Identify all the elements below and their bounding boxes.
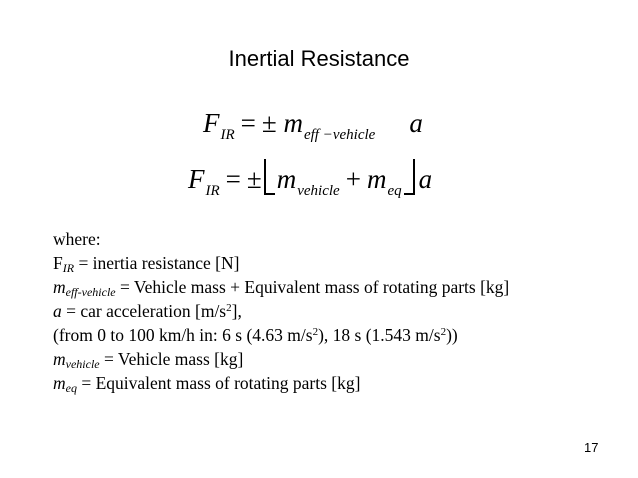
force-subscript: IR	[205, 183, 220, 199]
vehicle-mass-subscript: vehicle	[297, 183, 340, 199]
definition-fir-subscript: IR	[62, 261, 75, 275]
right-floor-bracket	[404, 159, 415, 195]
left-floor-bracket	[264, 159, 275, 195]
equals-sign: =	[240, 108, 256, 138]
range-part-1: (from 0 to 100 km/h in: 6 s (4.63 m/s	[53, 325, 313, 345]
range-part-3: ))	[446, 325, 458, 345]
definition-mvehicle	[53, 347, 509, 371]
definition-mvehicle-symbol: m	[53, 349, 66, 369]
definition-meq-subscript: eq	[65, 381, 77, 395]
definitions-list	[53, 227, 509, 395]
definition-meff-text: = Vehicle mass + Equivalent mass of rotating parts [kg]	[115, 277, 510, 297]
plus-minus-sign: ±	[246, 164, 262, 194]
definition-acceleration-text: = car acceleration [m/s	[61, 301, 227, 321]
mass-symbol: m	[283, 108, 303, 138]
definition-meq	[53, 371, 509, 395]
equivalent-mass-symbol: m	[366, 164, 387, 194]
acceleration-symbol: a	[409, 108, 423, 138]
slide-title: Inertial Resistance	[228, 46, 410, 71]
equivalent-mass-subscript: eq	[387, 183, 402, 199]
acceleration-range-note	[53, 323, 509, 347]
definition-meff-subscript: eff-vehicle	[65, 285, 116, 299]
mass-subscript: eff −vehicle	[303, 127, 376, 143]
definition-meff	[53, 275, 509, 299]
range-superscript-2: 2	[440, 326, 447, 338]
acceleration-symbol: a	[418, 164, 433, 194]
definition-acceleration	[53, 299, 509, 323]
definition-acceleration-symbol: a	[53, 301, 62, 321]
vehicle-mass-symbol: m	[276, 164, 297, 194]
equals-sign: =	[225, 164, 241, 194]
plus-minus-sign: ±	[261, 108, 277, 138]
force-symbol: F	[203, 108, 220, 138]
definition-fir-text: = inertia resistance [N]	[74, 253, 240, 273]
range-superscript-1: 2	[312, 326, 319, 338]
equation-inertial-resistance-expanded	[188, 159, 433, 199]
where-label: where:	[53, 229, 101, 249]
force-subscript: IR	[220, 127, 235, 143]
definition-fir-symbol: F	[53, 253, 63, 273]
definition-fir	[53, 251, 509, 275]
definition-mvehicle-subscript: vehicle	[65, 357, 100, 371]
definition-acceleration-end: ],	[231, 301, 242, 321]
definition-mvehicle-text: = Vehicle mass [kg]	[99, 349, 244, 369]
plus-sign: +	[345, 164, 361, 194]
page-number: 17	[584, 440, 599, 455]
equation-inertial-resistance-effective	[203, 108, 423, 143]
definition-meq-text: = Equivalent mass of rotating parts [kg]	[76, 373, 361, 393]
definition-meq-symbol: m	[53, 373, 66, 393]
force-symbol: F	[188, 164, 205, 194]
range-part-2: ), 18 s (1.543 m/s	[318, 325, 441, 345]
definition-acceleration-superscript: 2	[226, 302, 232, 314]
definition-meff-symbol: m	[53, 277, 66, 297]
